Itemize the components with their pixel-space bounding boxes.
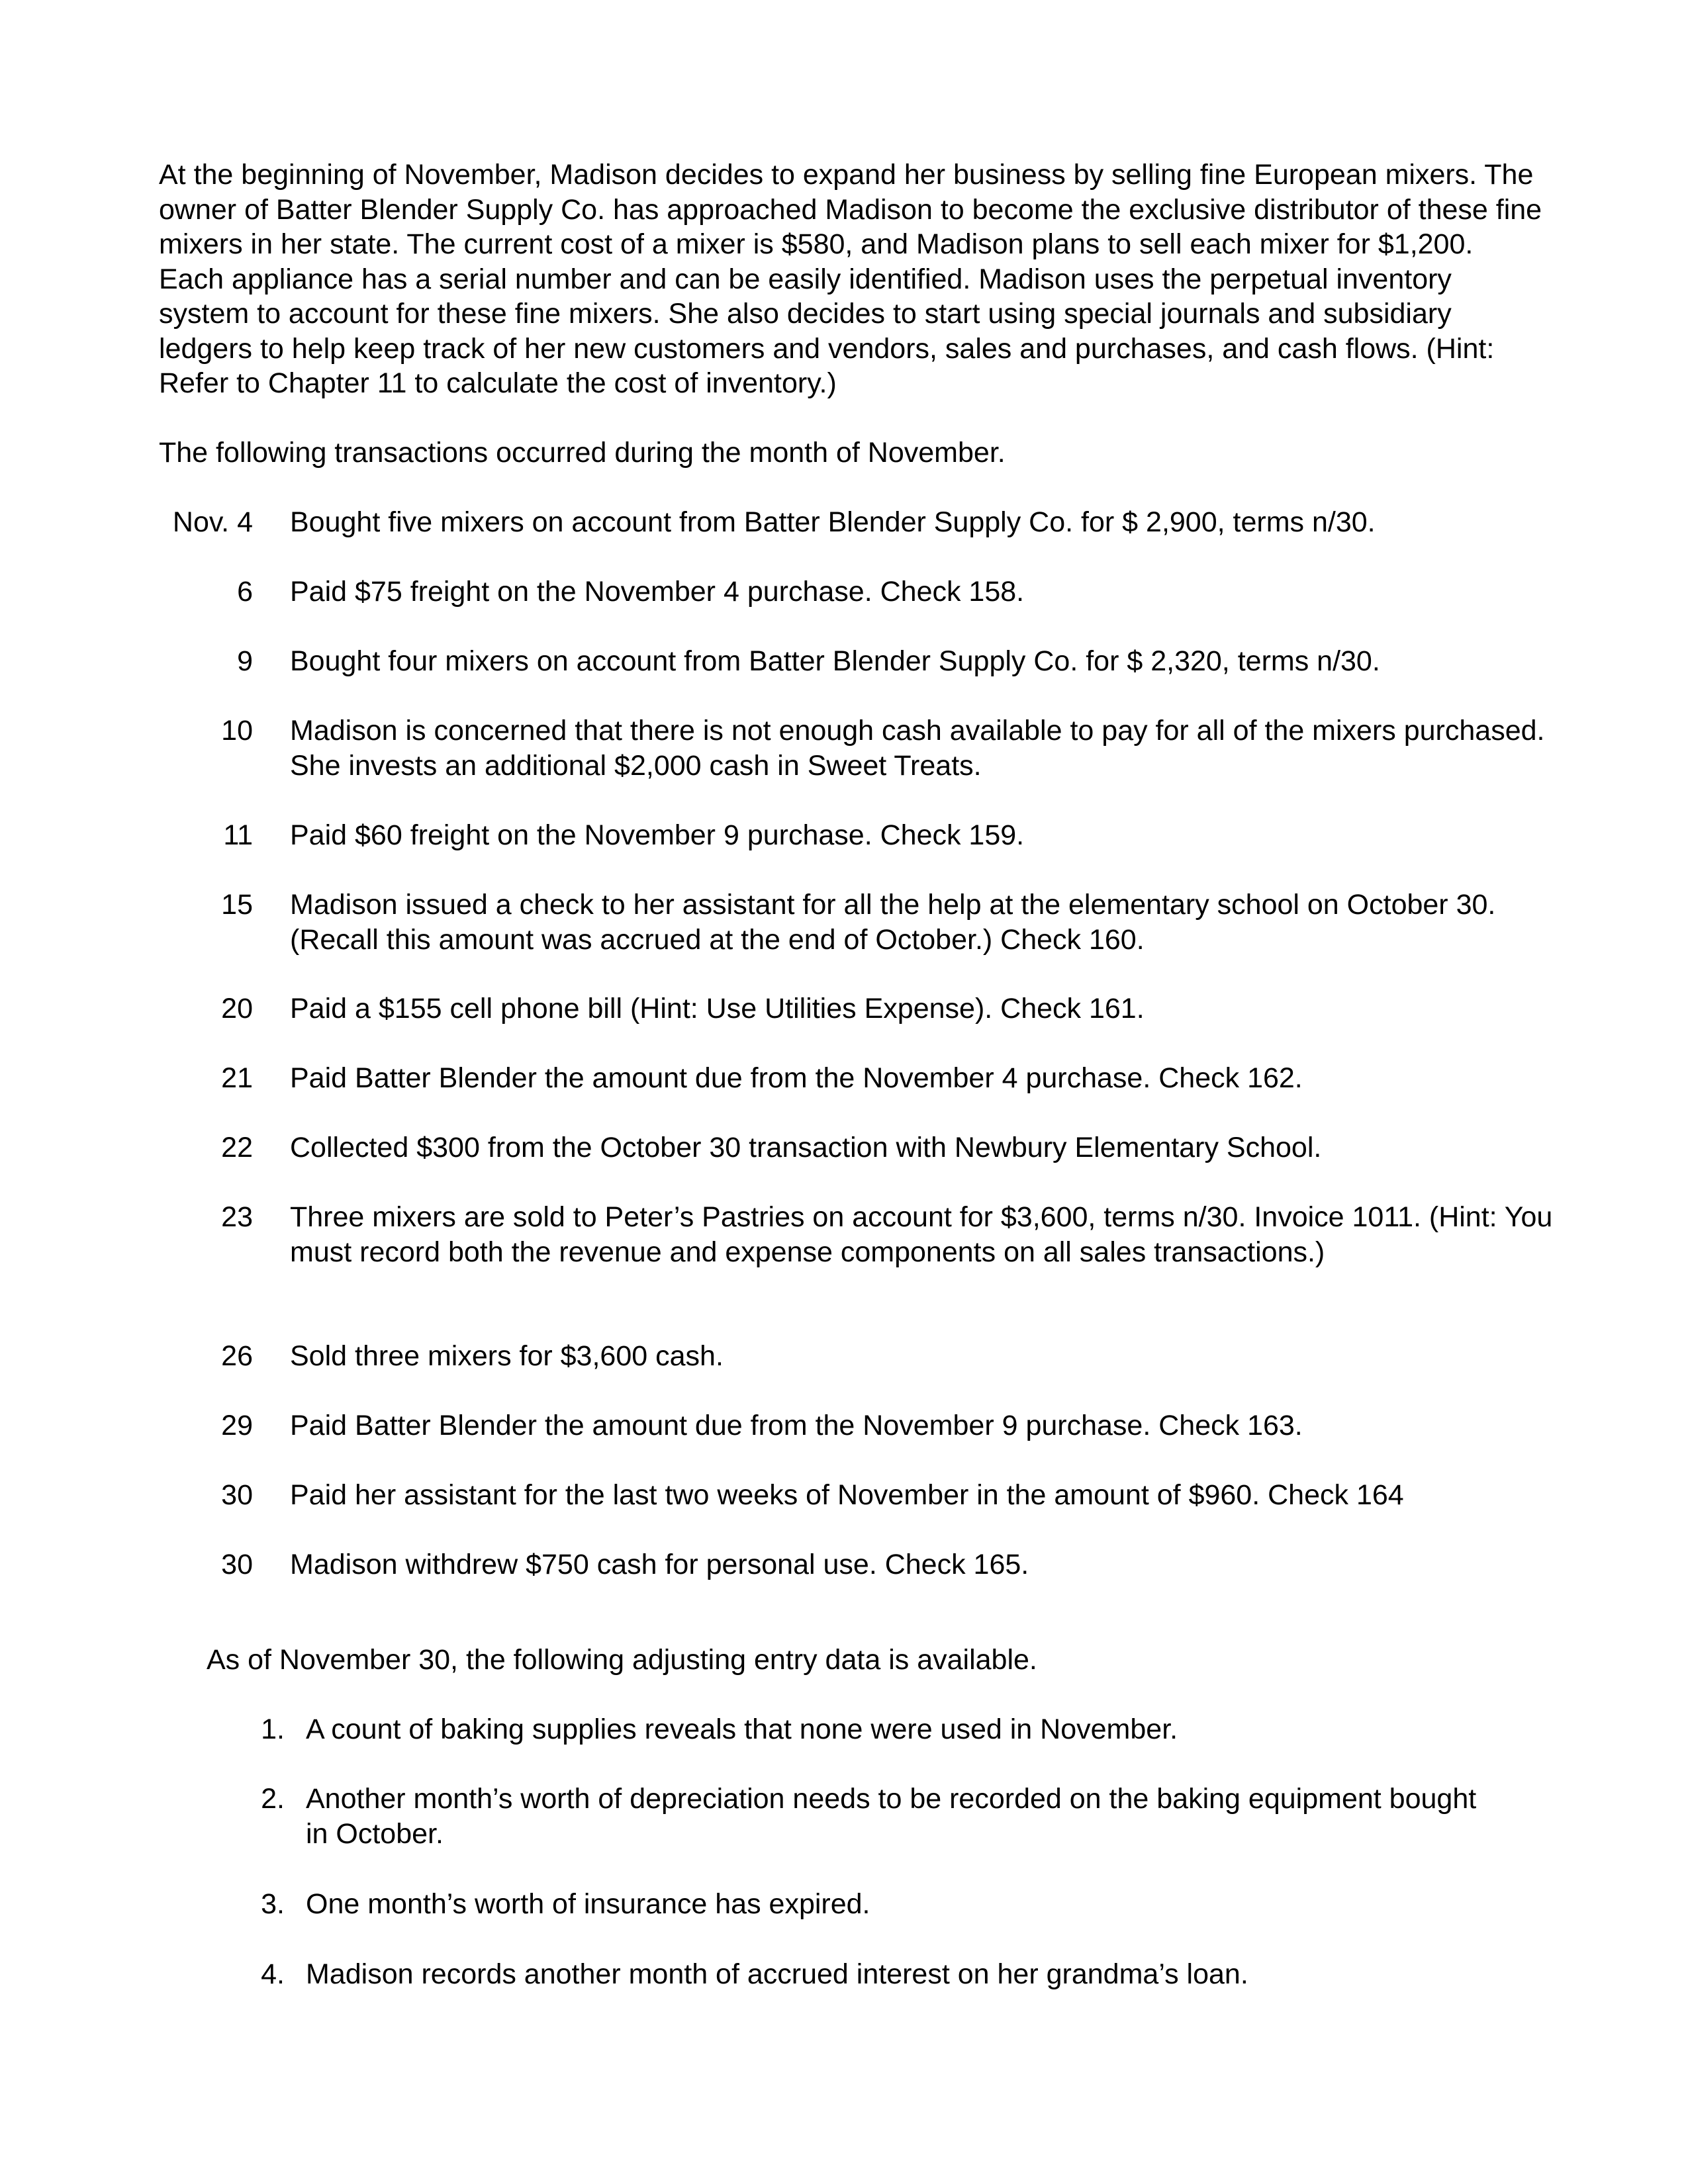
transaction-date: 11 bbox=[223, 819, 253, 851]
adjustment-number: 4. bbox=[261, 1958, 285, 1990]
transaction-date: 10 bbox=[221, 715, 253, 747]
transactions-lead: The following transactions occurred during the month of November. bbox=[159, 437, 1006, 469]
transaction-item bbox=[159, 887, 1556, 993]
adjustment-number: 1. bbox=[261, 1713, 285, 1745]
transaction-text: Madison withdrew $750 cash for personal use. Check 165. bbox=[290, 1549, 1029, 1580]
transaction-item bbox=[159, 1200, 1556, 1306]
transaction-text: Madison issued a check to her assistant for all the help at the elementary school on October 30. (Recall this amount was accrued at the end of October.) Check 160. bbox=[290, 889, 1496, 956]
transaction-item bbox=[159, 713, 1556, 819]
transaction-text: Paid her assistant for the last two weeks of November in the amount of $960. Check 164 bbox=[290, 1479, 1404, 1511]
transaction-date: 29 bbox=[221, 1410, 253, 1441]
transaction-date: 23 bbox=[221, 1201, 253, 1233]
transaction-date: 22 bbox=[221, 1132, 253, 1163]
adjustment-text: Madison records another month of accrued interest on her grandma’s loan. bbox=[306, 1958, 1248, 1990]
transaction-date: 9 bbox=[237, 645, 253, 677]
adjustment-number: 3. bbox=[261, 1888, 285, 1920]
transaction-text: Sold three mixers for $3,600 cash. bbox=[290, 1340, 724, 1372]
adjustment-text: Another month’s worth of depreciation needs to be recorded on the baking equipment bought in October. bbox=[306, 1783, 1477, 1850]
adjustment-text: A count of baking supplies reveals that none were used in November. bbox=[306, 1713, 1178, 1745]
transaction-date: 30 bbox=[221, 1479, 253, 1511]
transaction-text: Collected $300 from the October 30 transaction with Newbury Elementary School. bbox=[290, 1132, 1322, 1163]
adjustment-text: One month’s worth of insurance has expired. bbox=[306, 1888, 870, 1920]
transaction-text: Madison is concerned that there is not enough cash available to pay for all of the mixers purchased. She invests an additional $2,000 cash in Sweet Treats. bbox=[290, 715, 1545, 782]
adjustments-lead: As of November 30, the following adjusting entry data is available. bbox=[207, 1644, 1037, 1676]
transaction-text: Paid $60 freight on the November 9 purchase. Check 159. bbox=[290, 819, 1025, 851]
transaction-text: Paid Batter Blender the amount due from the November 9 purchase. Check 163. bbox=[290, 1410, 1303, 1441]
transaction-text: Bought four mixers on account from Batter Blender Supply Co. for $ 2,320, terms n/30. bbox=[290, 645, 1380, 677]
transaction-text: Paid $75 freight on the November 4 purchase. Check 158. bbox=[290, 576, 1025, 608]
transaction-date: 15 bbox=[221, 889, 253, 921]
transaction-date: 30 bbox=[221, 1549, 253, 1580]
transaction-date: 6 bbox=[237, 576, 253, 608]
transaction-date: 26 bbox=[221, 1340, 253, 1372]
transaction-date: 21 bbox=[221, 1062, 253, 1094]
transaction-date: Nov. 4 bbox=[172, 506, 253, 538]
transaction-text: Paid Batter Blender the amount due from the November 4 purchase. Check 162. bbox=[290, 1062, 1303, 1094]
transaction-item bbox=[159, 1547, 1556, 1653]
transaction-text: Three mixers are sold to Peter’s Pastries on account for $3,600, terms n/30. Invoice 1011. (Hint: You must record both the revenue and expense components on all sales transactions.) bbox=[290, 1201, 1553, 1268]
transaction-text: Paid a $155 cell phone bill (Hint: Use Utilities Expense). Check 161. bbox=[290, 993, 1145, 1024]
transaction-text: Bought five mixers on account from Batter Blender Supply Co. for $ 2,900, terms n/30. bbox=[290, 506, 1376, 538]
transaction-date: 20 bbox=[221, 993, 253, 1024]
intro-paragraph: At the beginning of November, Madison decides to expand her business by selling fine European mixers. The owner of Batter Blender Supply Co. has approached Madison to become the exclusive distributor of these fine mixers in her state. The current cost of a mixer is $580, and Madison plans to sell each mixer for $1,200. Each appliance has a serial number and can be easily identified. Madison uses the perpetual inventory system to account for these fine mixers. She also decides to start using special journals and subsidiary ledgers to help keep track of her new customers and vendors, sales and purchases, and cash flows. (Hint: Refer to Chapter 11 to calculate the cost of inventory.) bbox=[159, 159, 1542, 399]
adjustment-number: 2. bbox=[261, 1783, 285, 1815]
